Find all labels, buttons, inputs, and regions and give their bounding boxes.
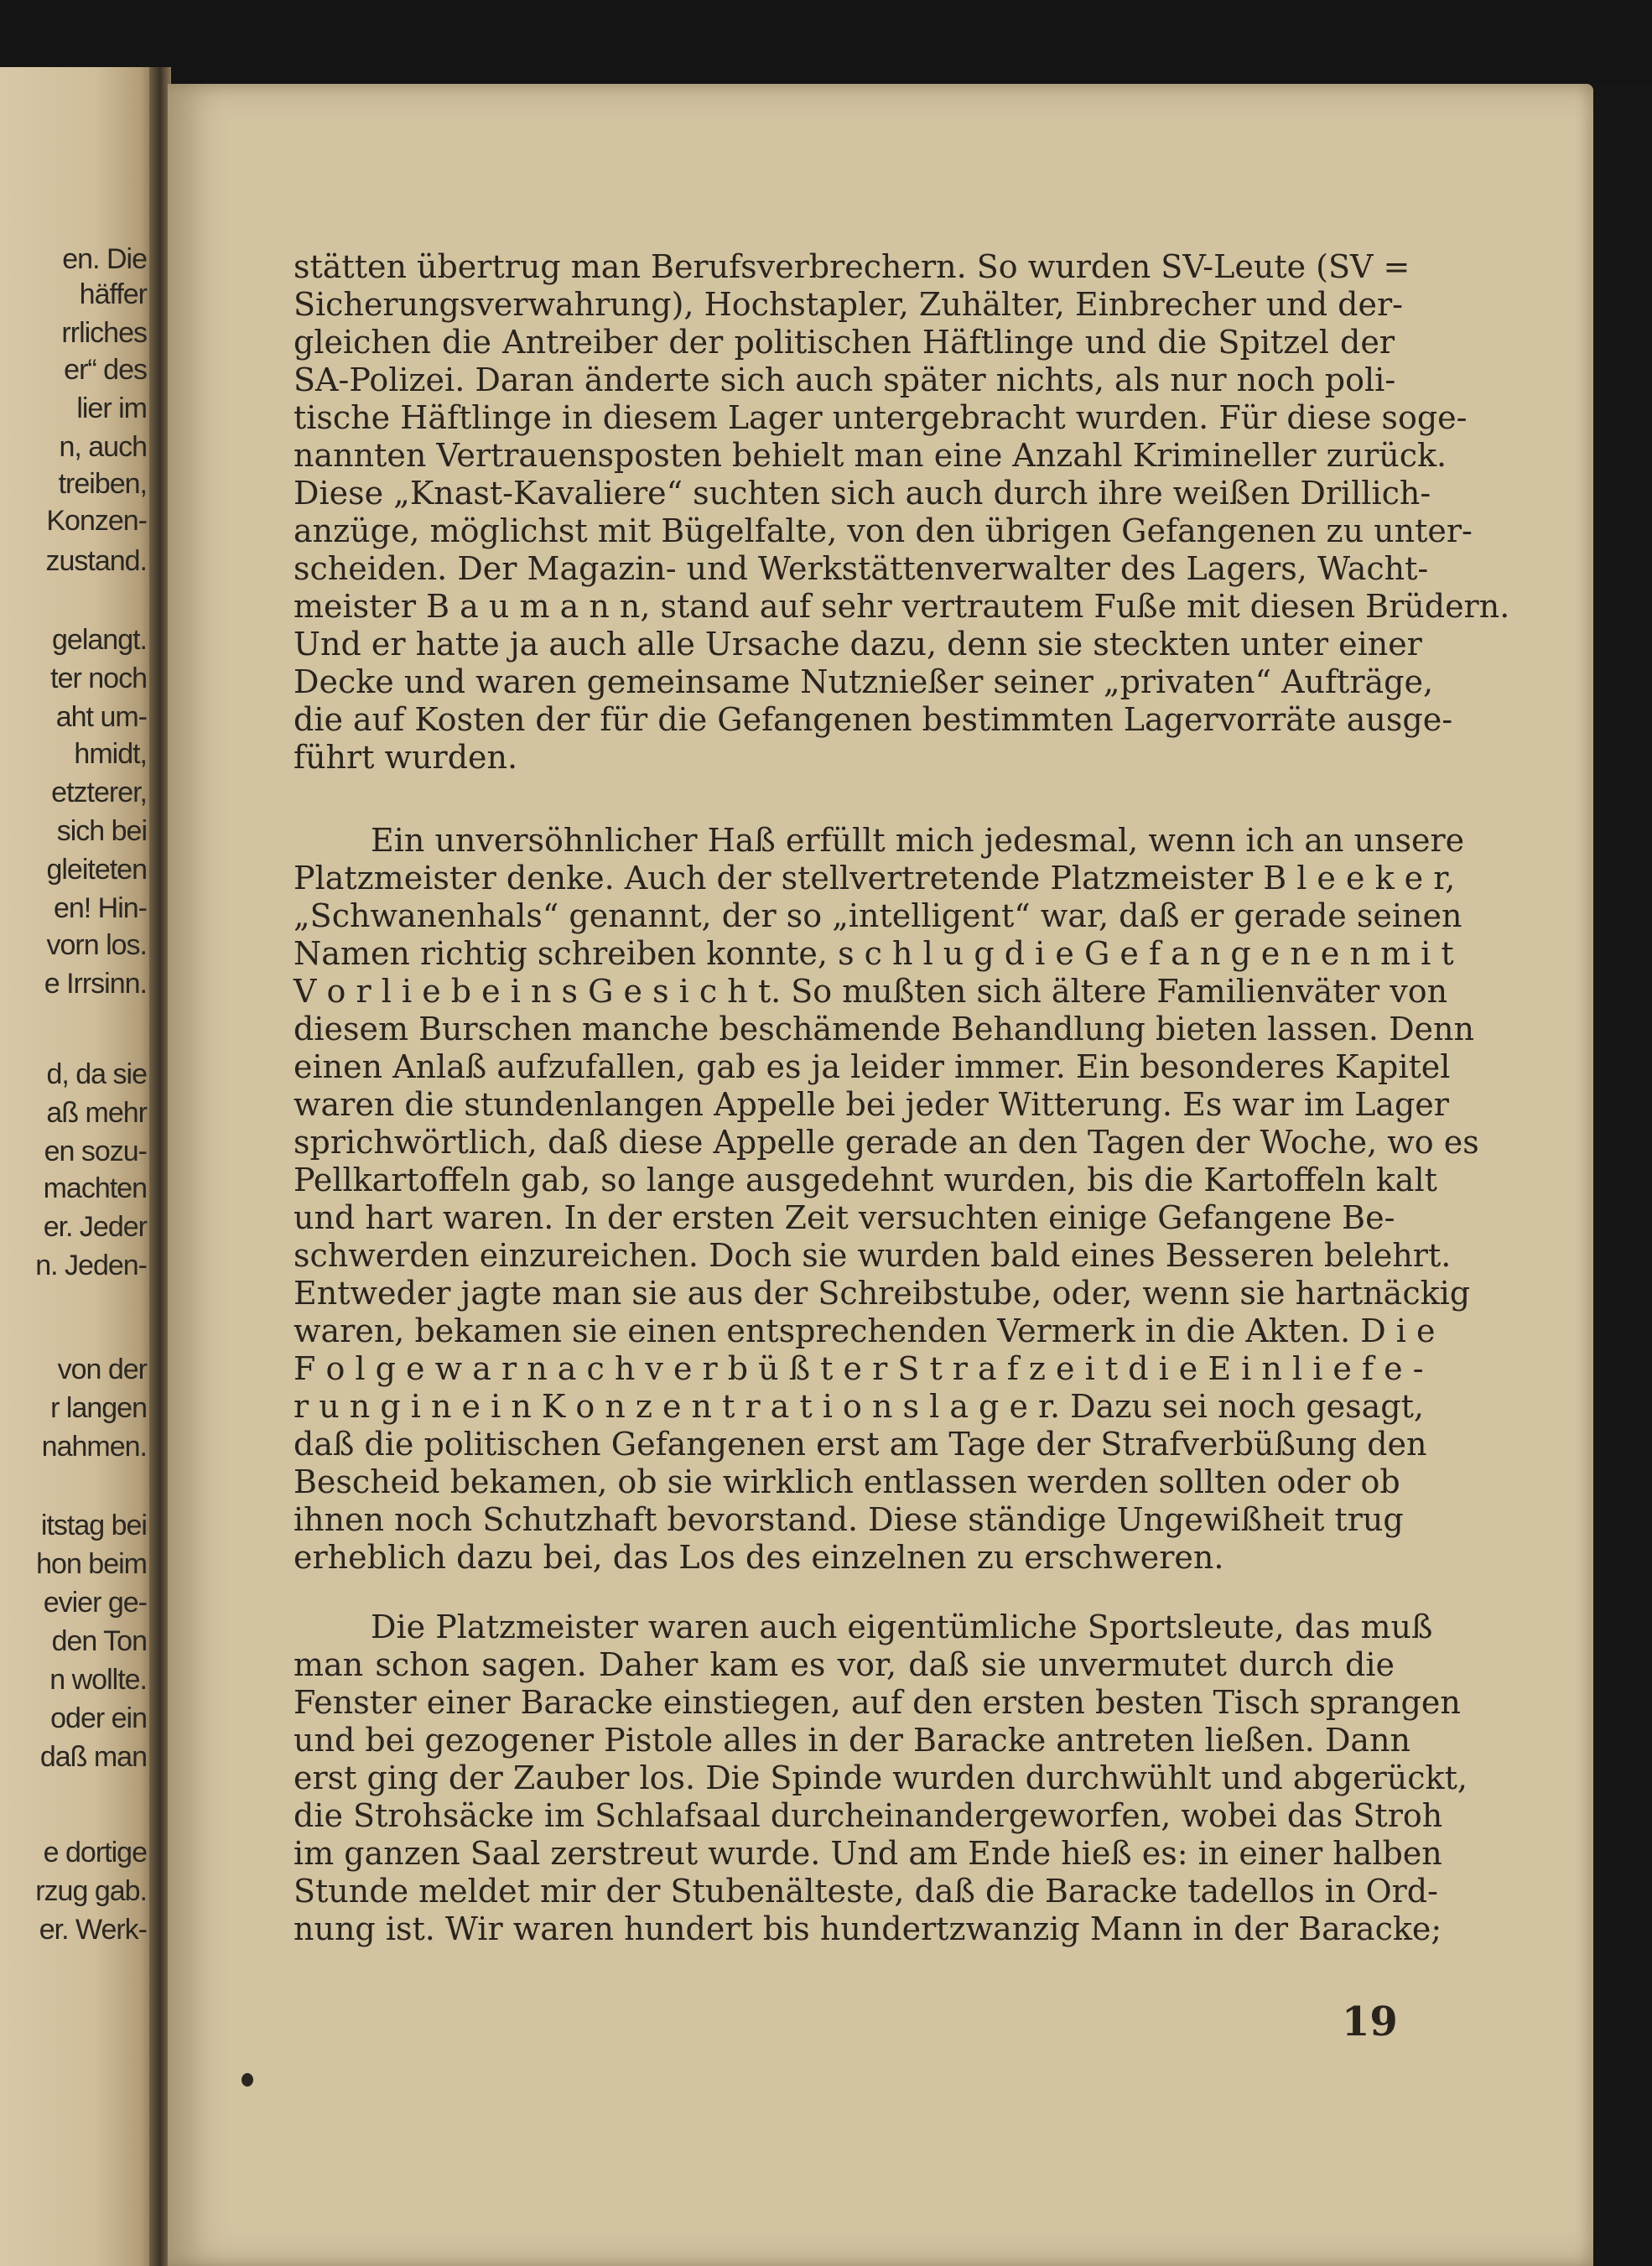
text-line: Pellkartoffeln gab, so lange ausgedehnt wurden, bis die Kartoffeln kalt bbox=[294, 1162, 1437, 1198]
left-page-fragment: d, da sie bbox=[46, 1058, 147, 1090]
left-page-fragment: vorn los. bbox=[46, 929, 147, 961]
text-line: führt wurden. bbox=[294, 739, 518, 776]
left-page-fragment: rrliches bbox=[61, 317, 147, 349]
text-line: Die Platzmeister waren auch eigentümliche Sportsleute, das muß bbox=[371, 1609, 1433, 1645]
left-page-fragment: en sozu- bbox=[44, 1136, 147, 1167]
text-line: waren die stundenlangen Appelle bei jeder Witterung. Es war im Lager bbox=[294, 1086, 1449, 1123]
text-line: die Strohsäcke im Schlafsaal durcheinandergeworfen, wobei das Stroh bbox=[294, 1797, 1443, 1834]
left-page bbox=[0, 67, 159, 2266]
text-line: diesem Burschen manche beschämende Behandlung bieten lassen. Denn bbox=[294, 1011, 1474, 1047]
text-line: Stunde meldet mir der Stubenälteste, daß die Baracke tadellos in Ord- bbox=[294, 1873, 1438, 1910]
left-page-fragment: den Ton bbox=[51, 1625, 147, 1657]
text-line: Fenster einer Baracke einstiegen, auf den ersten besten Tisch sprangen bbox=[294, 1684, 1461, 1721]
left-page-fragment: gelangt. bbox=[52, 624, 147, 656]
text-line: V o r l i e b e i n s G e s i c h t. So mußten sich ältere Familienväter von bbox=[294, 973, 1448, 1010]
left-page-fragment: n. Jeden- bbox=[35, 1250, 147, 1281]
text-line: erheblich dazu bei, das Los des einzelnen zu erschweren. bbox=[294, 1539, 1224, 1576]
text-line: waren, bekamen sie einen entsprechenden Vermerk in die Akten. D i e bbox=[294, 1312, 1436, 1349]
text-line: Namen richtig schreiben konnte, s c h l u g d i e G e f a n g e n e n m i t bbox=[294, 935, 1454, 972]
left-page-fragment: hon beim bbox=[36, 1548, 147, 1580]
left-page-fragment: oder ein bbox=[50, 1702, 147, 1734]
text-line: „Schwanenhals“ genannt, der so „intelligent“ war, daß er gerade seinen bbox=[294, 897, 1462, 934]
text-line: r u n g i n e i n K o n z e n t r a t i o n s l a g e r. Dazu sei noch gesagt, bbox=[294, 1388, 1424, 1425]
background-edge bbox=[1593, 84, 1652, 2266]
left-page-fragment: zustand. bbox=[45, 545, 147, 577]
text-line: und bei gezogener Pistole alles in der Baracke antreten ließen. Dann bbox=[294, 1722, 1411, 1759]
text-line: meister B a u m a n n, stand auf sehr vertrautem Fuße mit diesen Brüdern. bbox=[294, 588, 1510, 625]
left-page-fragment: etzterer, bbox=[51, 777, 147, 808]
left-page-fragment: von der bbox=[57, 1354, 147, 1385]
left-page-fragment: gleiteten bbox=[46, 854, 147, 886]
left-page-fragment: sich bei bbox=[56, 815, 147, 847]
text-line: schwerden einzureichen. Doch sie wurden bald eines Besseren belehrt. bbox=[294, 1237, 1452, 1274]
left-page-fragment: r langen bbox=[50, 1392, 147, 1424]
text-line: Bescheid bekamen, ob sie wirklich entlassen werden sollten oder ob bbox=[294, 1463, 1400, 1500]
ink-spot bbox=[242, 2073, 253, 2087]
text-line: Platzmeister denke. Auch der stellvertretende Platzmeister B l e e k e r, bbox=[294, 860, 1456, 897]
left-page-fragment: nahmen. bbox=[41, 1431, 147, 1463]
left-page-fragment: e dortige bbox=[43, 1837, 147, 1868]
left-page-fragment: n wollte. bbox=[49, 1664, 147, 1696]
left-page-fragment: machten bbox=[43, 1172, 147, 1204]
left-page-fragment: er“ des bbox=[64, 354, 147, 386]
text-line: sprichwörtlich, daß diese Appelle gerade an den Tagen der Woche, wo es bbox=[294, 1124, 1479, 1161]
left-page-fragment: hmidt, bbox=[74, 738, 147, 770]
text-line: ihnen noch Schutzhaft bevorstand. Diese ständige Ungewißheit trug bbox=[294, 1501, 1404, 1538]
text-line: Ein unversöhnlicher Haß erfüllt mich jedesmal, wenn ich an unsere bbox=[371, 822, 1465, 859]
text-line: Entweder jagte man sie aus der Schreibstube, oder, wenn sie hartnäckig bbox=[294, 1275, 1471, 1312]
page-number: 19 bbox=[1342, 1998, 1398, 2045]
text-line: nannten Vertrauensposten behielt man eine Anzahl Krimineller zurück. bbox=[294, 437, 1447, 474]
left-page-fragment: häffer bbox=[79, 278, 147, 310]
left-page-fragment: lier im bbox=[76, 392, 147, 424]
left-page-fragment: evier ge- bbox=[43, 1587, 147, 1619]
text-line: Sicherungsverwahrung), Hochstapler, Zuhälter, Einbrecher und der- bbox=[294, 286, 1403, 323]
text-line: die auf Kosten der für die Gefangenen bestimmten Lagervorräte ausge- bbox=[294, 701, 1453, 738]
left-page-fragment: rzug gab. bbox=[35, 1875, 147, 1907]
left-page-fragment: ter noch bbox=[50, 663, 147, 694]
left-page-fragment: er. Werk- bbox=[39, 1914, 147, 1946]
text-line: daß die politischen Gefangenen erst am Tage der Strafverbüßung den bbox=[294, 1426, 1427, 1463]
text-line: nung ist. Wir waren hundert bis hundertzwanzig Mann in der Baracke; bbox=[294, 1910, 1442, 1947]
text-line: stätten übertrug man Berufsverbrechern. So wurden SV-Leute (SV = bbox=[294, 248, 1410, 285]
text-line: scheiden. Der Magazin- und Werkstättenverwalter des Lagers, Wacht- bbox=[294, 550, 1429, 587]
left-page-fragment: er. Jeder bbox=[43, 1211, 147, 1243]
text-line: gleichen die Antreiber der politischen Häftlinge und die Spitzel der bbox=[294, 324, 1395, 361]
text-line: SA-Polizei. Daran änderte sich auch später nichts, als nur noch poli- bbox=[294, 361, 1396, 398]
left-page-fragment: n, auch bbox=[59, 431, 147, 463]
left-page-fragment: Konzen- bbox=[46, 505, 147, 537]
left-page-fragment: en! Hin- bbox=[53, 892, 147, 924]
text-line: einen Anlaß aufzufallen, gab es ja leider immer. Ein besonderes Kapitel bbox=[294, 1048, 1451, 1085]
left-page-fragment: aß mehr bbox=[46, 1097, 147, 1129]
left-page-fragment: aht um- bbox=[55, 701, 147, 733]
text-line: im ganzen Saal zerstreut wurde. Und am Ende hieß es: in einer halben bbox=[294, 1835, 1442, 1872]
text-line: man schon sagen. Daher kam es vor, daß sie unvermutet durch die bbox=[294, 1646, 1395, 1683]
text-line: Decke und waren gemeinsame Nutznießer seiner „privaten“ Aufträge, bbox=[294, 663, 1434, 700]
left-page-fragment: en. Die bbox=[62, 243, 147, 275]
text-line: Und er hatte ja auch alle Ursache dazu, denn sie steckten unter einer bbox=[294, 626, 1422, 663]
text-line: tische Häftlinge in diesem Lager untergebracht wurden. Für diese soge- bbox=[294, 399, 1468, 436]
left-page-fragment: daß man bbox=[39, 1741, 147, 1773]
text-line: erst ging der Zauber los. Die Spinde wurden durchwühlt und abgerückt, bbox=[294, 1759, 1468, 1796]
left-page-fragment: e Irrsinn. bbox=[44, 968, 147, 1000]
text-line: Diese „Knast-Kavaliere“ suchten sich auch durch ihre weißen Drillich- bbox=[294, 475, 1431, 512]
left-page-fragment: treiben, bbox=[58, 468, 147, 500]
text-line: F o l g e w a r n a c h v e r b ü ß t e r S t r a f z e i t d i e E i n l i e f e - bbox=[294, 1350, 1424, 1387]
left-page-fragment: itstag bei bbox=[40, 1510, 147, 1541]
text-line: anzüge, möglichst mit Bügelfalte, von den übrigen Gefangenen zu unter- bbox=[294, 512, 1473, 549]
text-line: und hart waren. In der ersten Zeit versuchten einige Gefangene Be- bbox=[294, 1199, 1395, 1236]
